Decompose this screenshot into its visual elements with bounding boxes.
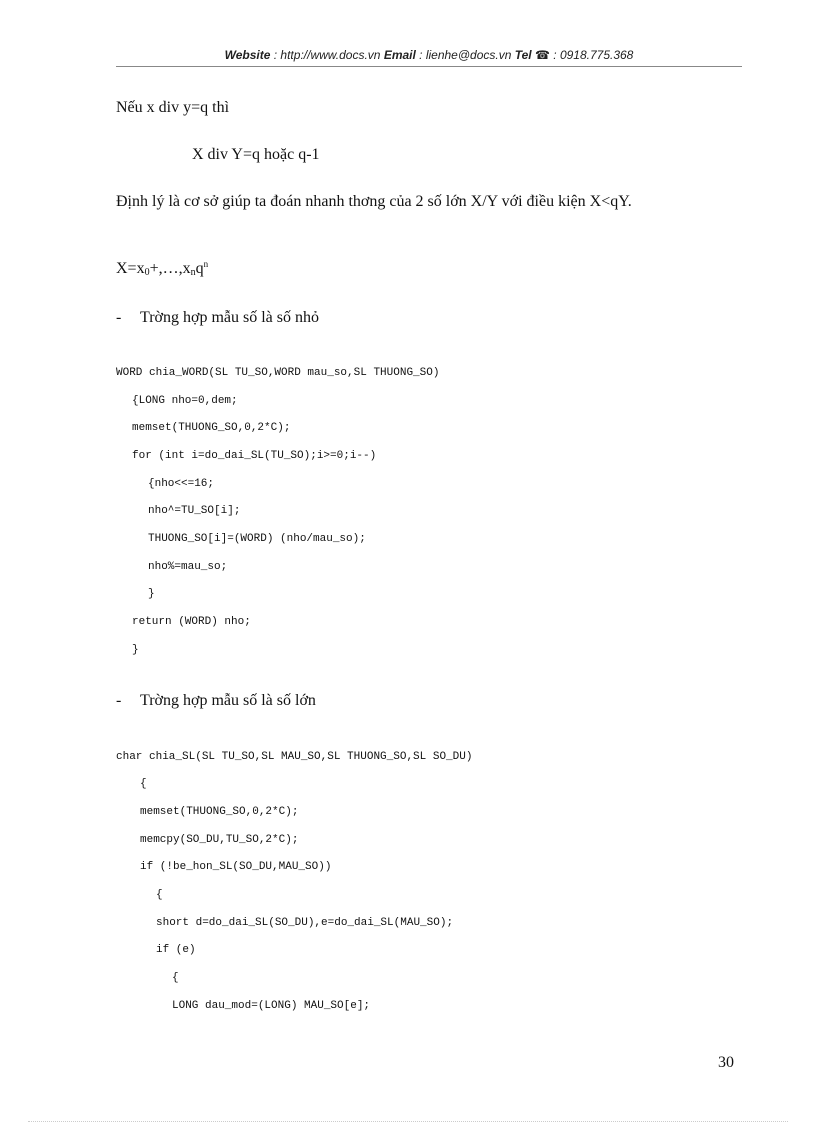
code-line: {LONG nho=0,dem;	[132, 395, 238, 407]
code-line: WORD chia_WORD(SL TU_SO,WORD mau_so,SL THUONG_SO)	[116, 367, 440, 379]
code-line: for (int i=do_dai_SL(TU_SO);i>=0;i--)	[132, 450, 377, 462]
formula-q: q	[195, 260, 204, 277]
text-line-1: Nếu x div y=q thì	[116, 99, 230, 116]
code-line: return (WORD) nho;	[132, 616, 251, 628]
formula-prefix: X=x	[116, 260, 145, 277]
email-value: : lienhe@docs.vn	[415, 48, 515, 62]
formula-subscript-n: n	[190, 267, 196, 278]
paragraph-theorem: Định lý là cơ sở giúp ta đoán nhanh thơng của 2 số lớn X/Y với điều kiện X<qY.	[116, 193, 632, 210]
code-line: nho^=TU_SO[i];	[148, 505, 241, 517]
code-line: nho%=mau_so;	[148, 561, 228, 573]
code-line: {	[140, 778, 147, 790]
text-line-2: X div Y=q hoặc q-1	[192, 146, 320, 163]
bullet-label: Trờng hợp mẫu số là số nhỏ	[140, 309, 320, 326]
website-label: Website	[224, 48, 271, 62]
formula-middle: +,…,x	[149, 260, 191, 277]
bullet-small-divisor	[116, 309, 319, 327]
code-line: {	[156, 889, 163, 901]
formula-subscript-0: 0	[144, 267, 150, 278]
code-line: {nho<<=16;	[148, 478, 215, 490]
code-line: LONG dau_mod=(LONG) MAU_SO[e];	[172, 1000, 371, 1012]
code-line: memset(THUONG_SO,0,2*C);	[132, 422, 291, 434]
bullet-dash: -	[116, 309, 122, 326]
code-line: memcpy(SO_DU,TU_SO,2*C);	[140, 834, 299, 846]
bullet-dash: -	[116, 692, 122, 709]
bullet-label: Trờng hợp mẫu số là số lớn	[140, 692, 316, 709]
bullet-large-divisor	[116, 692, 316, 710]
tel-value: : 0918.775.368	[549, 48, 634, 62]
header-divider	[116, 66, 742, 67]
code-line: if (e)	[156, 944, 196, 956]
formula	[116, 259, 208, 278]
tel-label: Tel	[514, 48, 532, 62]
code-line: short d=do_dai_SL(SO_DU),e=do_dai_SL(MAU_SO);	[156, 917, 454, 929]
code-line: memset(THUONG_SO,0,2*C);	[140, 806, 299, 818]
formula-superscript-n: n	[203, 259, 209, 269]
code-line: char chia_SL(SL TU_SO,SL MAU_SO,SL THUONG_SO,SL SO_DU)	[116, 751, 473, 763]
page-number: 30	[718, 1054, 734, 1071]
code-line: THUONG_SO[i]=(WORD) (nho/mau_so);	[148, 533, 366, 545]
footer-divider	[28, 1121, 788, 1122]
website-value: : http://www.docs.vn	[270, 48, 384, 62]
code-line: }	[132, 644, 139, 656]
code-line: {	[172, 972, 179, 984]
code-line: if (!be_hon_SL(SO_DU,MAU_SO))	[140, 861, 332, 873]
code-line: }	[148, 588, 155, 600]
page-header	[116, 48, 742, 62]
phone-icon: ☎	[534, 48, 550, 62]
email-label: Email	[383, 48, 416, 62]
